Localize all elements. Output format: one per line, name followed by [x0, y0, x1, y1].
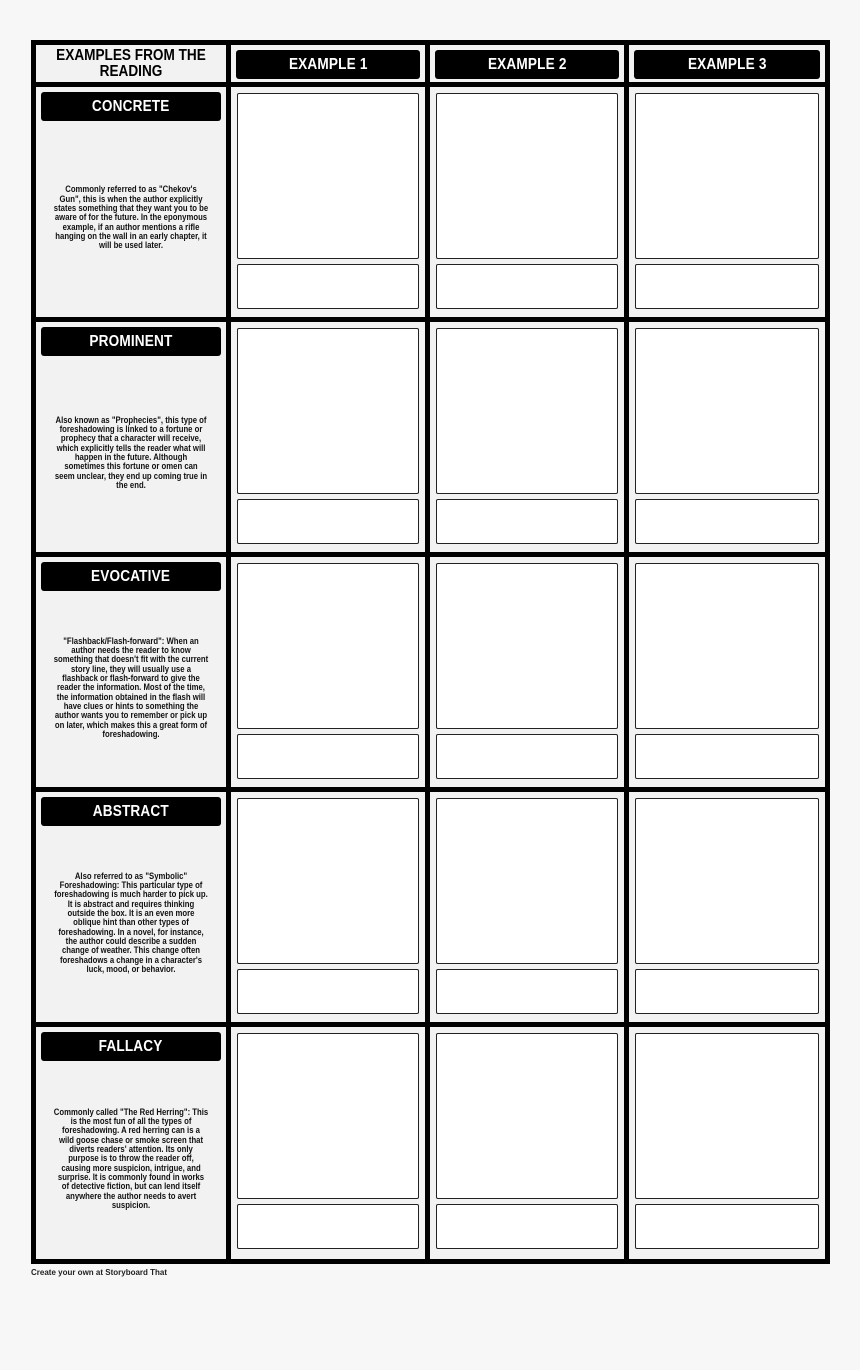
caption-box[interactable]	[436, 969, 618, 1014]
storyboard-cell[interactable]	[430, 792, 624, 1022]
storyboard-cell[interactable]	[629, 322, 825, 552]
scene-frame[interactable]	[635, 1033, 819, 1199]
row-description-text: Commonly called "The Red Herring": This is the most fun of all the types of foreshadowing. A red herring can is a wild goose chase or smoke screen that diverts readers' attention. Its only purpose is to throw the reader off, causing more suspicion, intrigue, and surprise. It is commonly found in works of detective fiction, but can lend itself anywhere the author needs to avert suspicion.	[53, 1106, 209, 1210]
scene-frame[interactable]	[237, 1033, 419, 1199]
storyboard-cell[interactable]	[430, 322, 624, 552]
storyboard-cell[interactable]	[231, 87, 425, 317]
header-example-3-pill	[634, 50, 820, 79]
footer-credit: Create your own at Storyboard That	[31, 1268, 168, 1277]
storyboard-cell[interactable]	[629, 792, 825, 1022]
storyboard-cell[interactable]	[629, 1027, 825, 1259]
scene-frame[interactable]	[436, 563, 618, 729]
row-title	[41, 92, 221, 121]
row-title-text: CONCRETE	[92, 97, 170, 115]
row-title	[41, 327, 221, 356]
scene-frame[interactable]	[635, 798, 819, 964]
header-example-3	[629, 45, 825, 82]
scene-frame[interactable]	[635, 563, 819, 729]
scene-frame[interactable]	[237, 798, 419, 964]
row-abstract-label-cell	[36, 792, 226, 1022]
header-example-2	[430, 45, 624, 82]
caption-box[interactable]	[635, 734, 819, 779]
scene-frame[interactable]	[635, 93, 819, 259]
scene-frame[interactable]	[237, 328, 419, 494]
header-first-column-title: EXAMPLES FROM THE READING	[56, 46, 206, 80]
caption-box[interactable]	[237, 969, 419, 1014]
caption-box[interactable]	[436, 264, 618, 309]
storyboard-cell[interactable]	[231, 1027, 425, 1259]
row-description	[41, 828, 221, 1018]
caption-box[interactable]	[635, 969, 819, 1014]
row-description	[41, 593, 221, 783]
caption-box[interactable]	[635, 264, 819, 309]
row-concrete-label-cell	[36, 87, 226, 317]
header-example-1	[231, 45, 425, 82]
row-description-text: "Flashback/Flash-forward": When an author needs the reader to know something that doesn't fit with the current story line, they will usually use a flashback or flash-forward to give the reader the information. Most of the time, the information obtained in the flash will have clues or hints to something the author wants you to remember or pick up on later, which makes this a great form of foreshadowing.	[53, 635, 209, 739]
row-description	[41, 1063, 221, 1255]
caption-box[interactable]	[237, 264, 419, 309]
row-prominent-label-cell	[36, 322, 226, 552]
caption-box[interactable]	[436, 1204, 618, 1249]
caption-box[interactable]	[237, 1204, 419, 1249]
caption-box[interactable]	[436, 499, 618, 544]
row-description-text: Commonly referred to as "Chekov's Gun", this is when the author explicitly states something that they want you to be aware of for the future. In the eponymous example, if an author mentions a rifle hanging on the wall in an early chapter, it will be used later.	[53, 184, 209, 251]
storyboard-cell[interactable]	[430, 557, 624, 787]
caption-box[interactable]	[237, 734, 419, 779]
scene-frame[interactable]	[635, 328, 819, 494]
caption-box[interactable]	[635, 499, 819, 544]
storyboard-cell[interactable]	[430, 1027, 624, 1259]
header-example-1-label: EXAMPLE 1	[288, 55, 368, 73]
storyboard-cell[interactable]	[629, 557, 825, 787]
row-title-text: FALLACY	[99, 1037, 163, 1055]
header-example-2-label: EXAMPLE 2	[487, 55, 567, 73]
scene-frame[interactable]	[237, 563, 419, 729]
row-description-text: Also known as "Prophecies", this type of foreshadowing is linked to a fortune or prophecy that a character will receive, which explicitly tells the reader what will happen in the future. Although sometimes this fortune or omen can seem unclear, they end up coming true in the end.	[54, 414, 208, 490]
row-description	[41, 358, 221, 548]
storyboard-grid	[31, 40, 830, 1264]
scene-frame[interactable]	[237, 93, 419, 259]
scene-frame[interactable]	[436, 1033, 618, 1199]
header-example-2-pill	[435, 50, 619, 79]
scene-frame[interactable]	[436, 93, 618, 259]
caption-box[interactable]	[436, 734, 618, 779]
scene-frame[interactable]	[436, 798, 618, 964]
row-title-text: PROMINENT	[89, 332, 173, 350]
row-description	[41, 123, 221, 313]
header-example-1-pill	[236, 50, 420, 79]
row-description-text: Also referred to as "Symbolic" Foreshadowing: This particular type of foreshadowing is much harder to pick up. It is abstract and requires thinking outside the box. It is an even more oblique hint than other types of foreshadowing. In a novel, for instance, the author could describe a sudden change of weather. This change often foreshadows a change in a character's luck, mood, or behavior.	[54, 870, 208, 974]
storyboard-cell[interactable]	[231, 557, 425, 787]
caption-box[interactable]	[635, 1204, 819, 1249]
storyboard-cell[interactable]	[629, 87, 825, 317]
scene-frame[interactable]	[436, 328, 618, 494]
storyboard-cell[interactable]	[231, 792, 425, 1022]
row-fallacy-label-cell	[36, 1027, 226, 1259]
header-example-3-label: EXAMPLE 3	[687, 55, 767, 73]
row-evocative-label-cell	[36, 557, 226, 787]
caption-box[interactable]	[237, 499, 419, 544]
row-title	[41, 562, 221, 591]
storyboard-cell[interactable]	[231, 322, 425, 552]
row-title-text: ABSTRACT	[92, 802, 170, 820]
header-first-column	[36, 45, 226, 82]
row-title	[41, 1032, 221, 1061]
row-title-text: EVOCATIVE	[91, 567, 171, 585]
row-title	[41, 797, 221, 826]
storyboard-cell[interactable]	[430, 87, 624, 317]
